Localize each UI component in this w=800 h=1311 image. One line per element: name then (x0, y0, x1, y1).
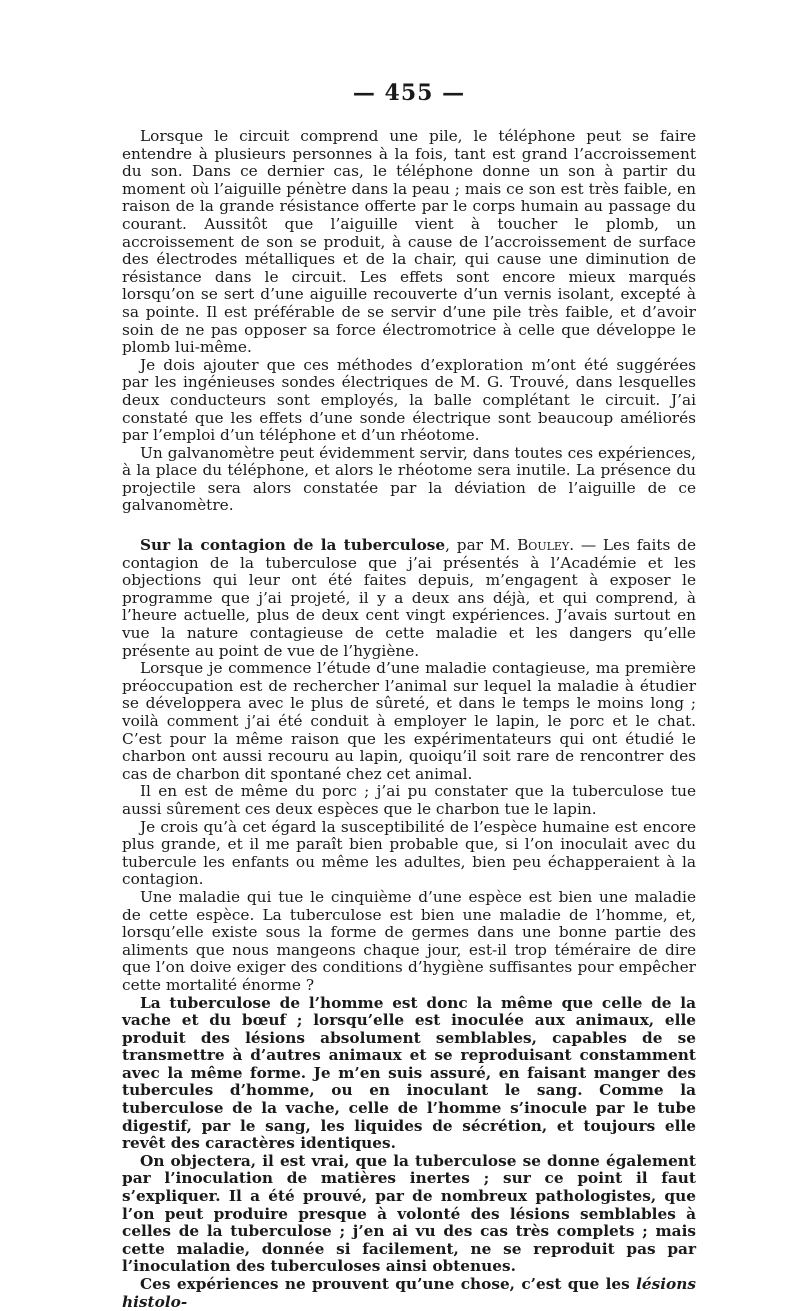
last-line-text: Ces expériences ne prouvent qu’une chose, c’est que les (140, 1275, 637, 1293)
page-number: — 455 — (352, 80, 466, 106)
section-lead-paragraph (122, 537, 696, 660)
paragraph: Une maladie qui tue le cinquième d’une espèce est bien une maladie de cette espèce. La tuberculose est bien une maladie de l’homme, et, lorsqu’elle existe sous la forme de germes dans une bonne partie des aliments que nous mangeons chaque jour, est-il trop téméraire de dire que l’on doive exiger des conditions d’hygiène suffisantes pour empêcher cette mortalité énorme ? (122, 887, 696, 994)
paragraph: Je crois qu’à cet égard la susceptibilité de l’espèce humaine est encore plus grande, et il me paraît bien probable que, si l’on inoculait avec du tubercule les enfants ou même les adultes, bien peu échapperaient à la contagion. (122, 817, 696, 889)
paragraph: Un galvanomètre peut évidemment servir, dans toutes ces expériences, à la place du téléphone, et alors le rhéotome sera inutile. La présence du projectile sera alors constatée par la déviation de l’aiguille de ce galvanomètre. (122, 443, 696, 515)
paragraph: Il en est de même du porc ; j’ai pu constater que la tuberculose tue aussi sûrement ces deux espèces que le charbon tue le lapin. (122, 782, 696, 818)
section-contagion (122, 537, 696, 1311)
first-block (122, 128, 696, 515)
section-title: Sur la contagion de la tuberculose (140, 536, 446, 555)
paragraph: Je dois ajouter que ces méthodes d’exploration m’ont été suggérées par les ingénieuses sondes électriques de M. G. Trouvé, dans lesquelles deux conducteurs sont employés, la balle complétant le circuit. J’ai constaté que les effets d’une sonde électrique sont beaucoup améliorés par l’emploi d’un téléphone et d’un rhéotome. (122, 355, 696, 445)
paragraph: La tuberculose de l’homme est donc la même que celle de la vache et du bœuf ; lorsqu’elle est inoculée aux animaux, elle produit des lésions absolument semblables, capables de se transmettre à d’autres animaux et se reproduisant constamment avec la même forme. Je m’en suis assuré, en faisant manger des tubercules d’homme, ou en inoculant le sang. Comme la tuberculose de la vache, celle de l’homme s’inocule par le tube digestif, par le sang, les liquides de sécrétion, et toujours elle revêt des caractères identiques. (122, 993, 696, 1153)
last-line-emphasis: lésions histolo- (122, 1275, 696, 1311)
section-gap (122, 515, 696, 537)
lead-text: . — Les faits de contagion de la tuberculose que j’ai présentés à l’Académie et les objections qui leur ont été faites depuis, m’engagent à exposer le programme que j’ai projeté, il y a deux ans déjà, et qui comprend, à l’heure actuelle, plus de deux cent vingt expériences. J’avais surtout en vue la nature contagieuse de cette maladie et les dangers qu’elle présente au point de vue de l’hygiène. (122, 536, 696, 660)
paragraph: Lorsque le circuit comprend une pile, le téléphone peut se faire entendre à plusieurs personnes à la fois, tant est grand l’accroissement du son. Dans ce dernier cas, le téléphone donne un son à partir du moment où l’aiguille pénètre dans la peau ; mais ce son est très faible, en raison de la grande résistance offerte par le corps humain au passage du courant. Aussitôt que l’aiguille vient à toucher le plomb, un accroissement de son se produit, à cause de l’accroissement de surface des électrodes métalliques et de la chair, qui cause une diminution de résistance dans le circuit. Les effets sont encore mieux marqués lorsqu’on se sert d’une aiguille recouverte d’un vernis isolant, excepté à sa pointe. Il est préférable de se servir d’une pile très faible, et d’avoir soin de ne pas opposer sa force électromotrice à celle que développe le plomb lui-même. (122, 127, 696, 357)
last-paragraph-start (122, 1276, 696, 1311)
paragraph: On objectera, il est vrai, que la tuberculose se donne également par l’inoculation de matières inertes ; sur ce point il faut s’expliquer. Il a été prouvé, par de nombreux pathologistes, que l’on peut produire presque à volonté des lésions semblables à celles de la tuberculose ; j’en ai vu des cas très complets ; mais cette maladie, donnée si facilement, ne se reproduit pas par l’inoculation des tuberculoses ainsi obtenues. (122, 1151, 696, 1276)
paragraph: Lorsque je commence l’étude d’une maladie contagieuse, ma première préoccupation est de rechercher l’animal sur lequel la maladie à étudier se développera avec le plus de sûreté, et dans le temps le moins long ; voilà comment j’ai été conduit à employer le lapin, le porc et le chat. C’est pour la même raison que les expérimentateurs qui ont étudié le charbon ont aussi recouru au lapin, quoiqu’il soit rare de rencontrer des cas de charbon dit spontané chez cet animal. (122, 659, 696, 783)
author-prefix: , par M. (445, 536, 518, 555)
author-name: Bouley (517, 536, 570, 555)
